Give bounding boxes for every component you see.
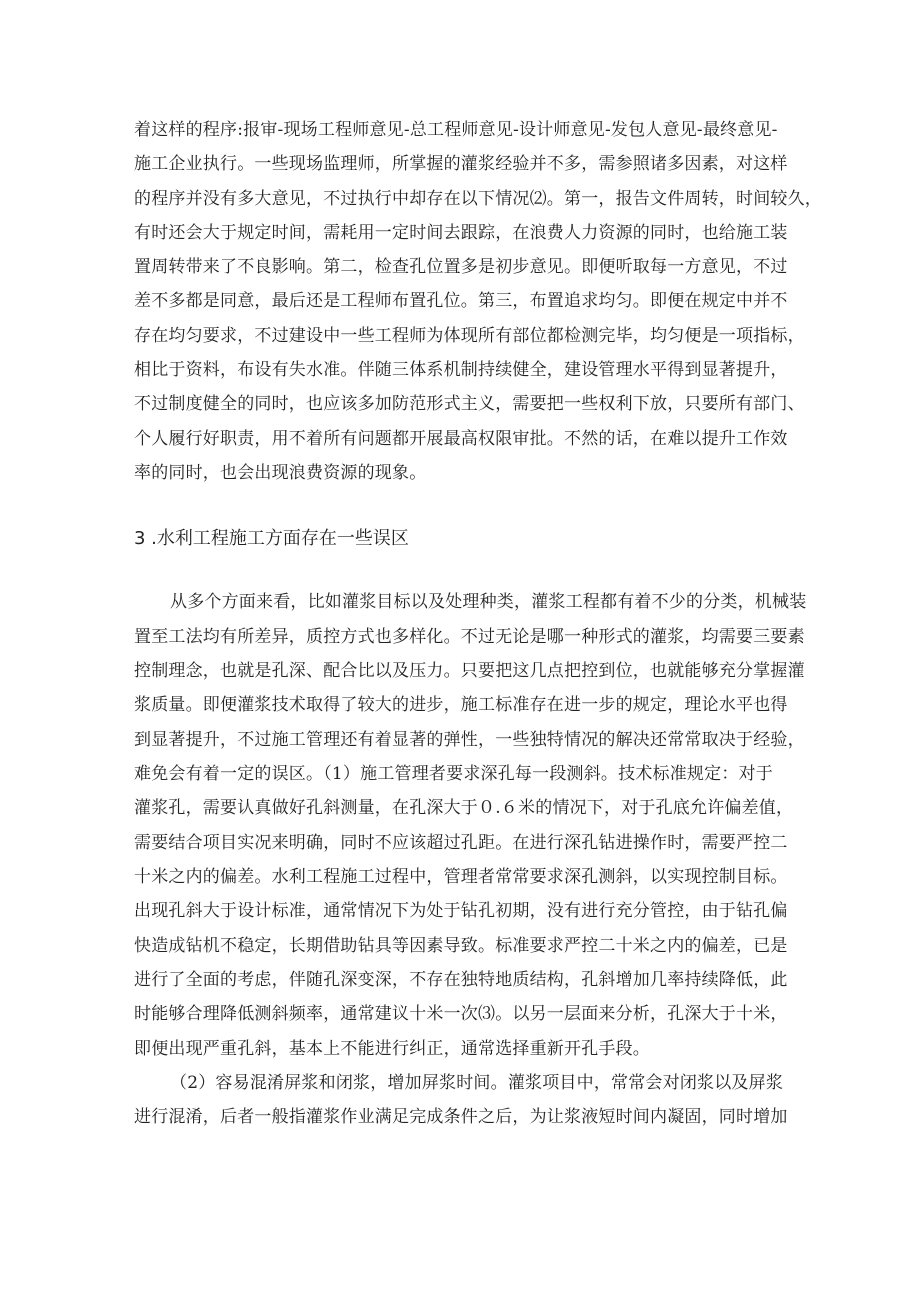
text-line: （2）容易混淆屏浆和闭浆，增加屏浆时间。灌浆项目中，常常会对闭浆以及屏浆 [170,1073,784,1093]
text-line: 进行混淆，后者一般指灌浆作业满足完成条件之后，为让浆液短时间内凝固，同时增加 [134,1107,788,1127]
text-line: 置至工法均有所差异，质控方式也多样化。不过无论是哪一种形式的灌浆，均需要三要素 [134,627,805,647]
text-line: 不过制度健全的同时，也应该多加防范形式主义，需要把一些权利下放，只要所有部门、 [134,394,805,414]
text-line: 个人履行好职责，用不着所有问题都开展最高权限审批。不然的话，在难以提升工作效 [134,429,788,449]
text-line: 时能够合理降低测斜频率，通常建议十米一次⑶。以另一层面来分析，孔深大于十米， [134,1004,788,1024]
text-line: 快造成钻机不稳定，长期借助钻具等因素导致。标准要求严控二十米之内的偏差，已是 [134,936,788,956]
text-line: 难免会有着一定的误区。（1）施工管理者要求深孔每一段测斜。技术标准规定：对于 [134,764,773,784]
text-line: 即便出现严重孔斜，基本上不能进行纠正，通常选择重新开孔手段。 [134,1039,650,1059]
text-line: 出现孔斜大于设计标准，通常情况下为处于钻孔初期，没有进行充分管控，由于钻孔偏 [134,901,788,921]
text-line: 差不多都是同意，最后还是工程师布置孔位。第三，布置追求均匀。即便在规定中并不 [134,291,788,311]
text-line: 十米之内的偏差。水利工程施工过程中，管理者常常要求深孔测斜，以实现控制目标。 [134,867,788,887]
text-line: 进行了全面的考虑，伴随孔深变深，不存在独特地质结构，孔斜增加几率持续降低，此 [134,970,788,990]
text-line: 需要结合项目实况来明确，同时不应该超过孔距。在进行深孔钻进操作时，需要严控二 [134,833,788,853]
text-line: 到显著提升，不过施工管理还有着显著的弹性，一些独特情况的解决还常常取决于经验， [134,730,805,750]
text-line: 施工企业执行。一些现场监理师，所掌握的灌浆经验并不多，需参照诸多因素，对这样 [134,154,788,174]
text-line: 控制理念，也就是孔深、配合比以及压力。只要把这几点把控到位，也就能够充分掌握灌 [134,661,805,681]
text-line: 浆质量。即便灌浆技术取得了较大的进步，施工标准存在进一步的规定，理论水平也得 [134,695,788,715]
text-line: 置周转带来了不良影响。第二，检查孔位置多是初步意见。即便听取每一方意见，不过 [134,257,788,277]
text-line: 有时还会大于规定时间，需耗用一定时间去跟踪，在浪费人力资源的同时，也给施工装 [134,223,788,243]
text-line: 灌浆孔，需要认真做好孔斜测量，在孔深大于０.６米的情况下，对于孔底允许偏差值， [134,798,794,818]
text-line: 存在均匀要求，不过建设中一些工程师为体现所有部位都检测完毕，均匀便是一项指标， [134,326,805,346]
text-line: 着这样的程序:报审-现场工程师意见-总工程师意见-设计师意见-发包人意见-最终意见- [134,120,778,140]
text-line: 率的同时，也会出现浪费资源的现象。 [134,463,427,483]
section-heading: 3 .水利工程施工方面存在一些误区 [134,528,409,549]
text-line: 相比于资料，布设有失水准。伴随三体系机制持续健全，建设管理水平得到显著提升， [134,360,788,380]
text-line: 的程序并没有多大意见，不过执行中却存在以下情况⑵。第一，报告文件周转，时间较久， [134,189,822,209]
text-line: 从多个方面来看，比如灌浆目标以及处理种类，灌浆工程都有着不少的分类，机械装 [170,592,807,612]
